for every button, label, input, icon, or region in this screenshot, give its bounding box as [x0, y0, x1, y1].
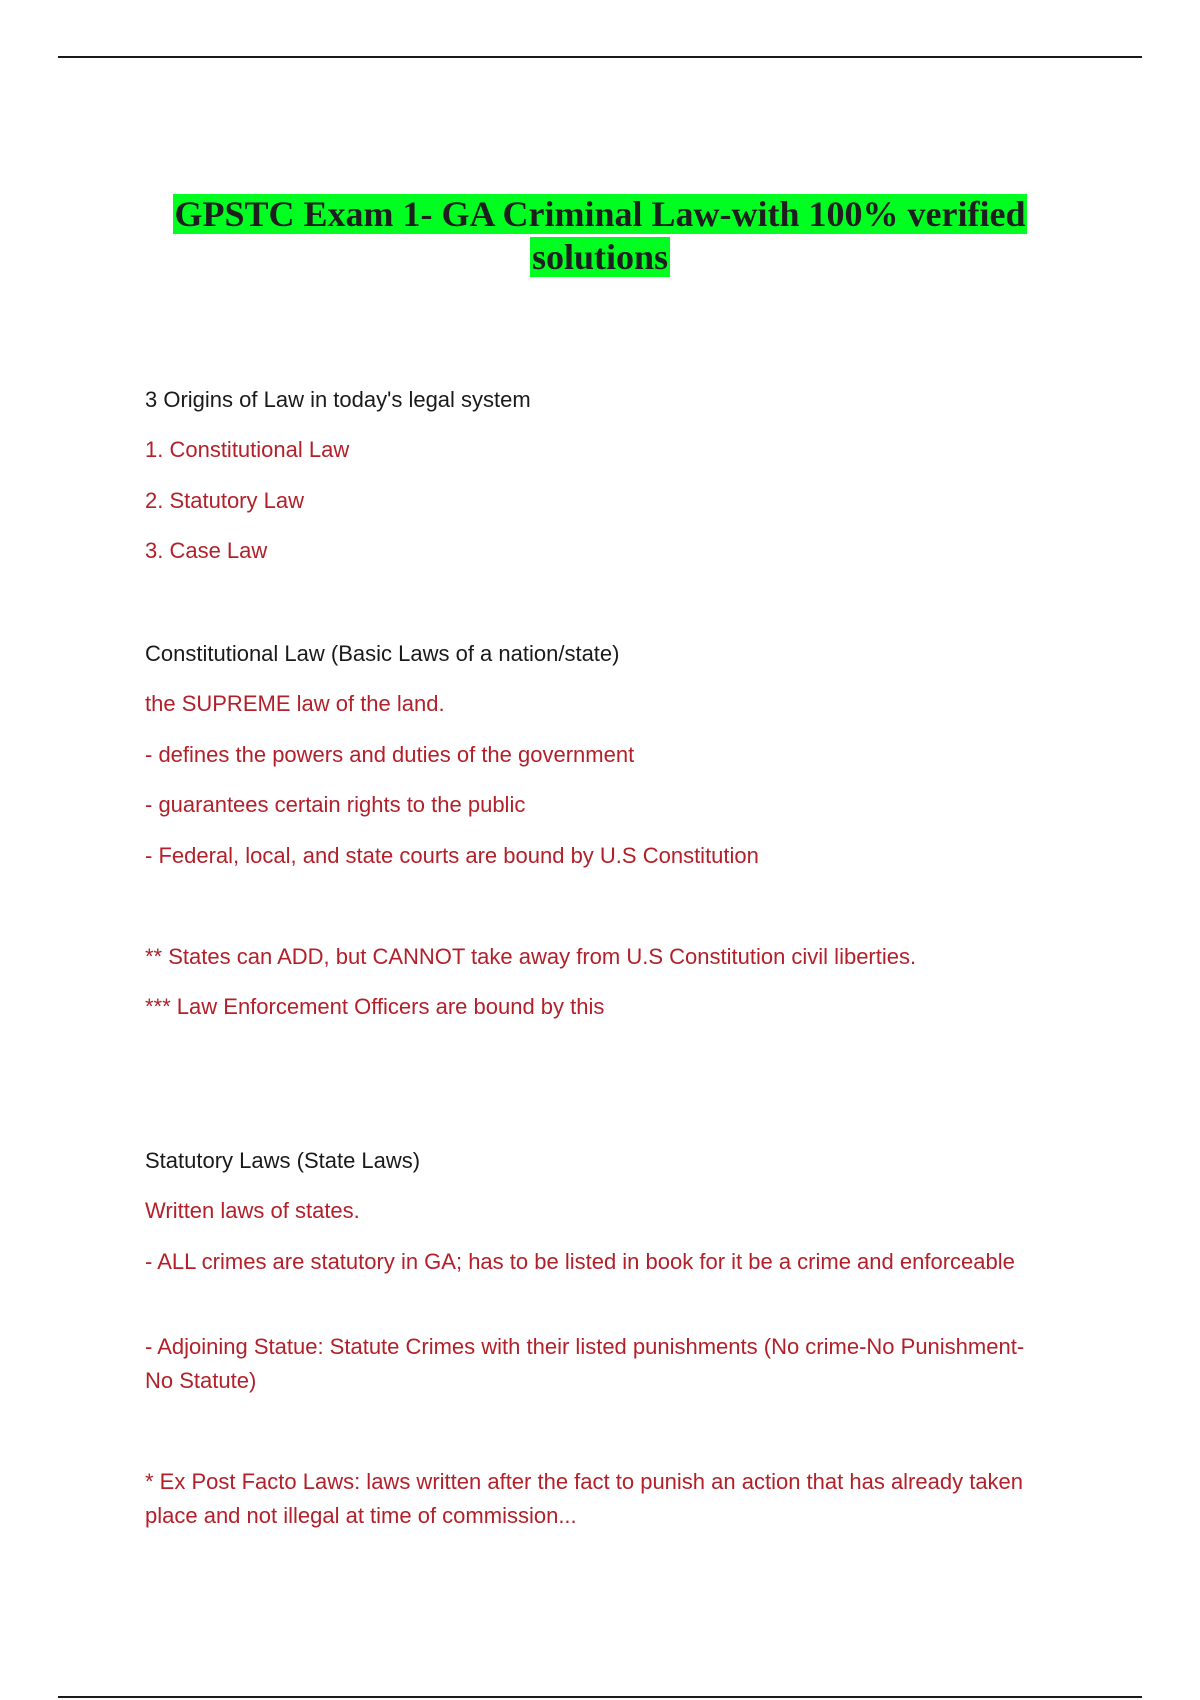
answer-line: 3. Case Law: [145, 538, 268, 563]
question-statutory-laws: Statutory Laws (State Laws): [145, 1148, 421, 1173]
answer-line: - ALL crimes are statutory in GA; has to be listed in book for it be a crime and enforceable: [145, 1249, 1015, 1274]
document-body: [145, 0, 1045, 1700]
title-line-1: GPSTC Exam 1- GA Criminal Law-with 100% verified: [174, 194, 1026, 234]
answer-line: - defines the powers and duties of the government: [145, 742, 635, 767]
bottom-rule: [58, 1696, 1142, 1698]
answer-line: the SUPREME law of the land.: [145, 691, 445, 716]
answer-note: * Ex Post Facto Laws: laws written after the fact to punish an action that has already taken place and not illegal at time of commission...: [145, 1469, 1024, 1528]
answer-line: - Adjoining Statue: Statute Crimes with their listed punishments (No crime-No Punishment- No Statute): [145, 1334, 1025, 1393]
answer-note: ** States can ADD, but CANNOT take away from U.S Constitution civil liberties.: [145, 944, 917, 969]
answer-note: *** Law Enforcement Officers are bound by this: [145, 994, 605, 1019]
question-constitutional-law: Constitutional Law (Basic Laws of a nation/state): [145, 641, 620, 666]
answer-line: - Federal, local, and state courts are bound by U.S Constitution: [145, 843, 759, 868]
question-origins-of-law: 3 Origins of Law in today's legal system: [145, 387, 531, 412]
answer-line: 2. Statutory Law: [145, 488, 304, 513]
answer-line: - guarantees certain rights to the public: [145, 792, 526, 817]
answer-line: 1. Constitutional Law: [145, 437, 350, 462]
title-line-2: solutions: [531, 237, 669, 277]
answer-line: Written laws of states.: [145, 1198, 360, 1223]
